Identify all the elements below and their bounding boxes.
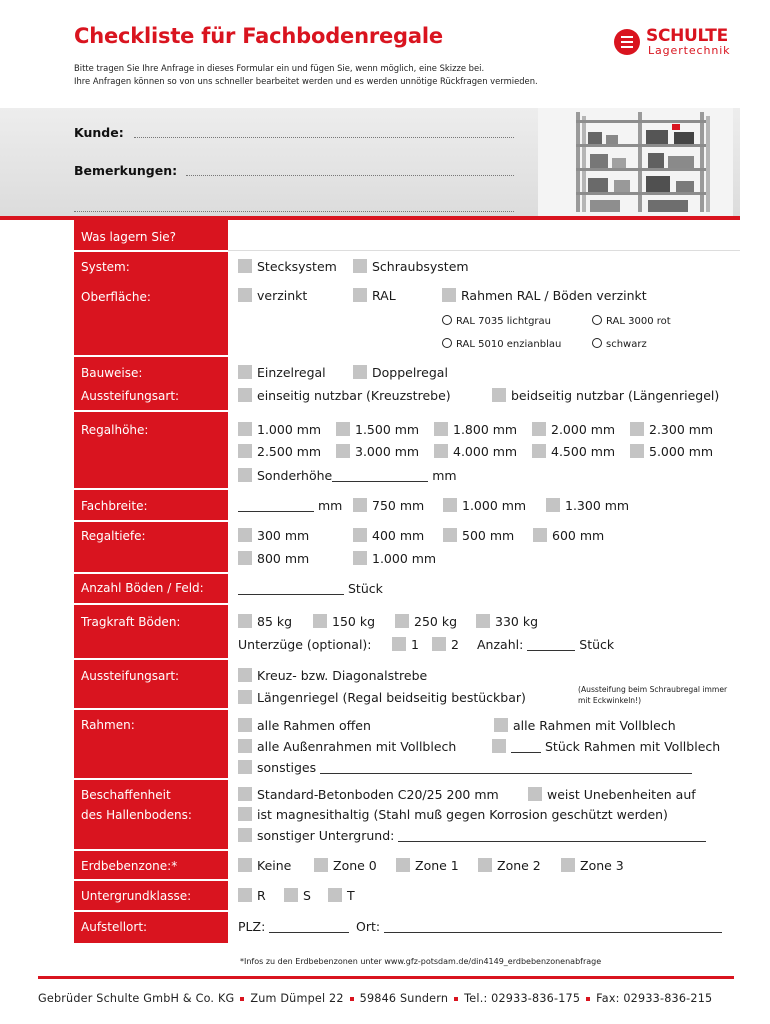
option-hoehe-5000[interactable]: 5.000 mm (630, 444, 713, 460)
divider (74, 355, 228, 357)
footer-street: Zum Dümpel 22 (250, 992, 344, 1005)
checkbox-icon[interactable] (396, 858, 410, 872)
option-unterzug-2[interactable]: 2 (432, 637, 459, 653)
option-breite-750[interactable]: 750 mm (353, 498, 424, 514)
checkbox-icon[interactable] (284, 888, 298, 902)
option-klasse-s[interactable]: S (284, 888, 311, 904)
checkbox-icon[interactable] (561, 858, 575, 872)
checkbox-icon[interactable] (238, 668, 252, 682)
label-regalhoehe: Regalhöhe: (81, 423, 149, 437)
option-ral-3000[interactable]: RAL 3000 rot (592, 314, 671, 330)
checkbox-icon[interactable] (353, 551, 367, 565)
option-hoehe-2500[interactable]: 2.500 mm (238, 444, 321, 460)
footer-rule (38, 976, 734, 979)
option-einzelregal[interactable]: Einzelregal (238, 365, 326, 381)
option-tiefe-400[interactable]: 400 mm (353, 528, 424, 544)
label-beschaffenheit: Beschaffenheit (81, 788, 171, 802)
checkbox-icon[interactable] (238, 807, 252, 821)
checkbox-icon[interactable] (238, 288, 252, 302)
checkbox-icon[interactable] (238, 760, 252, 774)
rahmen-anzahl-field[interactable] (511, 741, 541, 753)
page-title: Checkliste für Fachbodenregale (74, 24, 443, 48)
checkbox-icon[interactable] (353, 288, 367, 302)
checkbox-icon[interactable] (238, 388, 252, 402)
checkbox-icon[interactable] (238, 858, 252, 872)
option-tiefe-300[interactable]: 300 mm (238, 528, 309, 544)
checkbox-icon[interactable] (442, 288, 456, 302)
kunde-field[interactable] (134, 137, 514, 138)
checkbox-icon[interactable] (353, 528, 367, 542)
checkbox-icon[interactable] (238, 365, 252, 379)
divider (74, 708, 228, 710)
option-schraubsystem[interactable]: Schraubsystem (353, 259, 469, 275)
label-tragkraft: Tragkraft Böden: (81, 615, 181, 629)
option-hoehe-4500[interactable]: 4.500 mm (532, 444, 615, 460)
radio-icon[interactable] (592, 338, 602, 348)
checkbox-icon[interactable] (630, 444, 644, 458)
option-hoehe-1500[interactable]: 1.500 mm (336, 422, 419, 438)
checkbox-icon[interactable] (395, 614, 409, 628)
checkbox-icon[interactable] (313, 614, 327, 628)
option-tiefe-500[interactable]: 500 mm (443, 528, 514, 544)
checkbox-icon[interactable] (238, 718, 252, 732)
plz-entry[interactable]: PLZ: (238, 919, 349, 935)
divider (74, 879, 228, 881)
checkbox-icon[interactable] (336, 422, 350, 436)
plz-field[interactable] (269, 921, 349, 933)
label-was-lagern: Was lagern Sie? (81, 230, 177, 244)
option-hoehe-1800[interactable]: 1.800 mm (434, 422, 517, 438)
checkbox-icon[interactable] (238, 614, 252, 628)
option-klasse-t[interactable]: T (328, 888, 355, 904)
checkbox-icon[interactable] (478, 858, 492, 872)
divider (74, 250, 228, 252)
checkbox-icon[interactable] (443, 498, 457, 512)
checkbox-icon[interactable] (494, 718, 508, 732)
sonderhoehe-field[interactable] (332, 470, 428, 482)
divider (74, 572, 228, 574)
option-zone-3[interactable]: Zone 3 (561, 858, 624, 874)
label-oberflaeche: Oberfläche: (81, 290, 151, 304)
option-tiefe-800[interactable]: 800 mm (238, 551, 309, 567)
checkbox-icon[interactable] (476, 614, 490, 628)
checkbox-icon[interactable] (432, 637, 446, 651)
radio-icon[interactable] (592, 315, 602, 325)
option-hoehe-2300[interactable]: 2.300 mm (630, 422, 713, 438)
checkbox-icon[interactable] (443, 528, 457, 542)
divider (74, 910, 228, 912)
checkbox-icon[interactable] (238, 468, 252, 482)
checkbox-icon[interactable] (238, 528, 252, 542)
option-laengenriegel[interactable]: Längenriegel (Regal beidseitig bestückbar) (238, 690, 526, 706)
divider (74, 658, 228, 660)
option-tragkraft-150[interactable]: 150 kg (313, 614, 375, 630)
checkbox-icon[interactable] (314, 858, 328, 872)
option-tragkraft-250[interactable]: 250 kg (395, 614, 457, 630)
option-kreuzstrebe[interactable]: Kreuz- bzw. Diagonalstrebe (238, 668, 427, 684)
label-regaltiefe: Regaltiefe: (81, 529, 146, 543)
divider (74, 410, 228, 412)
aussteifung-note: (Aussteifung beim Schraubregal immer mit Eckwinkeln!) (578, 685, 728, 705)
checkbox-icon[interactable] (238, 690, 252, 704)
radio-icon[interactable] (442, 315, 452, 325)
anzahl-boeden-entry[interactable]: Stück (238, 581, 383, 597)
option-unterzug-1[interactable]: 1 (392, 637, 419, 653)
option-tragkraft-85[interactable]: 85 kg (238, 614, 292, 630)
option-aussenrahmen-vollblech[interactable]: alle Außenrahmen mit Vollblech (238, 739, 456, 755)
label-aussteifungsart: Aussteifungsart: (81, 389, 180, 403)
option-rahmen-ral-boeden-verzinkt[interactable]: Rahmen RAL / Böden verzinkt (442, 288, 647, 304)
option-schwarz[interactable]: schwarz (592, 337, 647, 353)
ort-entry[interactable]: Ort: (356, 919, 722, 935)
divider (74, 849, 228, 851)
option-unebenheiten[interactable]: weist Unebenheiten auf (528, 787, 696, 803)
kunde-label: Kunde: (74, 125, 124, 140)
schulte-logo (614, 26, 739, 58)
option-hoehe-2000[interactable]: 2.000 mm (532, 422, 615, 438)
label-hallenboden: des Hallenbodens: (81, 808, 192, 822)
label-erdbebenzone: Erdbebenzone:* (81, 859, 178, 873)
option-hoehe-4000[interactable]: 4.000 mm (434, 444, 517, 460)
option-stecksystem[interactable]: Stecksystem (238, 259, 337, 275)
option-zone-2[interactable]: Zone 2 (478, 858, 541, 874)
option-ral-7035[interactable]: RAL 7035 lichtgrau (442, 314, 551, 330)
untergrund-field[interactable] (398, 830, 706, 842)
divider (74, 778, 228, 780)
intro-text (74, 62, 538, 88)
divider (74, 488, 228, 490)
bemerkungen-label: Bemerkungen: (74, 163, 178, 178)
logo-mark-icon (614, 29, 640, 55)
option-beidseitig[interactable]: beidseitig nutzbar (Längenriegel) (492, 388, 719, 404)
intro-line: Bitte tragen Sie Ihre Anfrage in dieses Formular ein und fügen Sie, wenn möglich, eine Skizze bei. (74, 63, 485, 73)
checkbox-icon[interactable] (353, 498, 367, 512)
fachbreite-custom[interactable]: mm (238, 498, 342, 514)
checkbox-icon[interactable] (533, 528, 547, 542)
divider (74, 603, 228, 605)
label-fachbreite: Fachbreite: (81, 499, 148, 513)
checkbox-icon[interactable] (392, 637, 406, 651)
option-rahmen-sonstiges[interactable]: sonstiges (238, 760, 692, 776)
bemerkungen-field[interactable] (186, 175, 514, 176)
option-rahmen-vollblech[interactable]: alle Rahmen mit Vollblech (494, 718, 676, 734)
option-betonboden[interactable]: Standard-Betonboden C20/25 200 mm (238, 787, 499, 803)
option-zone-0[interactable]: Zone 0 (314, 858, 377, 874)
checkbox-icon[interactable] (238, 444, 252, 458)
unterzuege-label: Unterzüge (optional): (238, 637, 372, 652)
option-doppelregal[interactable]: Doppelregal (353, 365, 448, 381)
label-system: System: (81, 260, 130, 274)
checkbox-icon[interactable] (532, 422, 546, 436)
footer-phone: Tel.: 02933-836-175 (464, 992, 581, 1005)
rahmen-sonstiges-field[interactable] (320, 762, 692, 774)
checkbox-icon[interactable] (238, 259, 252, 273)
checkbox-icon[interactable] (238, 828, 252, 842)
shelf-illustration (538, 108, 733, 216)
label-bauweise: Bauweise: (81, 366, 143, 380)
radio-icon[interactable] (442, 338, 452, 348)
checkbox-icon[interactable] (238, 739, 252, 753)
unterzuege-anzahl-field[interactable] (527, 639, 575, 651)
label-rahmen: Rahmen: (81, 718, 135, 732)
option-magnesithaltig[interactable]: ist magnesithaltig (Stahl muß gegen Korrosion geschützt werden) (238, 807, 668, 823)
option-verzinkt[interactable]: verzinkt (238, 288, 307, 304)
option-zone-keine[interactable]: Keine (238, 858, 291, 874)
option-breite-1300[interactable]: 1.300 mm (546, 498, 629, 514)
option-hoehe-3000[interactable]: 3.000 mm (336, 444, 419, 460)
logo-name: SCHULTE (646, 26, 728, 46)
option-einseitig[interactable]: einseitig nutzbar (Kreuzstrebe) (238, 388, 451, 404)
checkbox-icon[interactable] (238, 787, 252, 801)
option-tiefe-600[interactable]: 600 mm (533, 528, 604, 544)
option-tiefe-1000[interactable]: 1.000 mm (353, 551, 436, 567)
checkbox-icon[interactable] (630, 422, 644, 436)
anzahl-boeden-field[interactable] (238, 583, 344, 595)
checkbox-icon[interactable] (528, 787, 542, 801)
option-sonderhoehe[interactable]: Sonderhöhe mm (238, 468, 457, 484)
label-aufstellort: Aufstellort: (81, 920, 148, 934)
option-klasse-r[interactable]: R (238, 888, 266, 904)
checkbox-icon[interactable] (492, 388, 506, 402)
label-aussteifungsart-2: Aussteifungsart: (81, 669, 180, 683)
label-anzahl-boeden: Anzahl Böden / Feld: (81, 581, 204, 595)
bemerkungen-field-line2[interactable] (74, 211, 514, 212)
option-ral[interactable]: RAL (353, 288, 396, 304)
option-tragkraft-330[interactable]: 330 kg (476, 614, 538, 630)
option-sonstiger-untergrund[interactable]: sonstiger Untergrund: (238, 828, 706, 844)
ort-field[interactable] (384, 921, 722, 933)
checkbox-icon[interactable] (434, 444, 448, 458)
option-ral-5010[interactable]: RAL 5010 enzianblau (442, 337, 561, 353)
option-hoehe-1000[interactable]: 1.000 mm (238, 422, 321, 438)
checkbox-icon[interactable] (238, 888, 252, 902)
checkbox-icon[interactable] (546, 498, 560, 512)
checkbox-icon[interactable] (238, 551, 252, 565)
footer-city: 59846 Sundern (359, 992, 449, 1005)
fachbreite-field[interactable] (238, 500, 314, 512)
option-breite-1000[interactable]: 1.000 mm (443, 498, 526, 514)
footer-company: Gebrüder Schulte GmbH & Co. KG (38, 992, 235, 1005)
option-zone-1[interactable]: Zone 1 (396, 858, 459, 874)
was-lagern-field[interactable] (228, 250, 740, 251)
unterzuege-anzahl[interactable]: Anzahl: Stück (477, 637, 615, 652)
checkbox-icon[interactable] (532, 444, 546, 458)
checkbox-icon[interactable] (353, 259, 367, 273)
intro-line: Ihre Anfragen können so von uns schneller bearbeitet werden und es werden unnötige Rückfragen vermieden. (74, 76, 538, 86)
checkbox-icon[interactable] (238, 422, 252, 436)
logo-subtitle: Lagertechnik (648, 44, 731, 57)
footer-fax: Fax: 02933-836-215 (596, 992, 713, 1005)
footer (38, 992, 712, 1005)
option-rahmen-offen[interactable]: alle Rahmen offen (238, 718, 371, 734)
checkbox-icon[interactable] (434, 422, 448, 436)
checkbox-icon[interactable] (353, 365, 367, 379)
option-stueck-rahmen-vollblech[interactable]: Stück Rahmen mit Vollblech (492, 739, 720, 755)
checkbox-icon[interactable] (328, 888, 342, 902)
checkbox-icon[interactable] (492, 739, 506, 753)
checkbox-icon[interactable] (336, 444, 350, 458)
divider (74, 520, 228, 522)
footnote: *Infos zu den Erdbebenzonen unter www.gfz-potsdam.de/din4149_erdbebenzonenabfrage (240, 957, 602, 966)
label-untergrundklasse: Untergrundklasse: (81, 889, 192, 903)
